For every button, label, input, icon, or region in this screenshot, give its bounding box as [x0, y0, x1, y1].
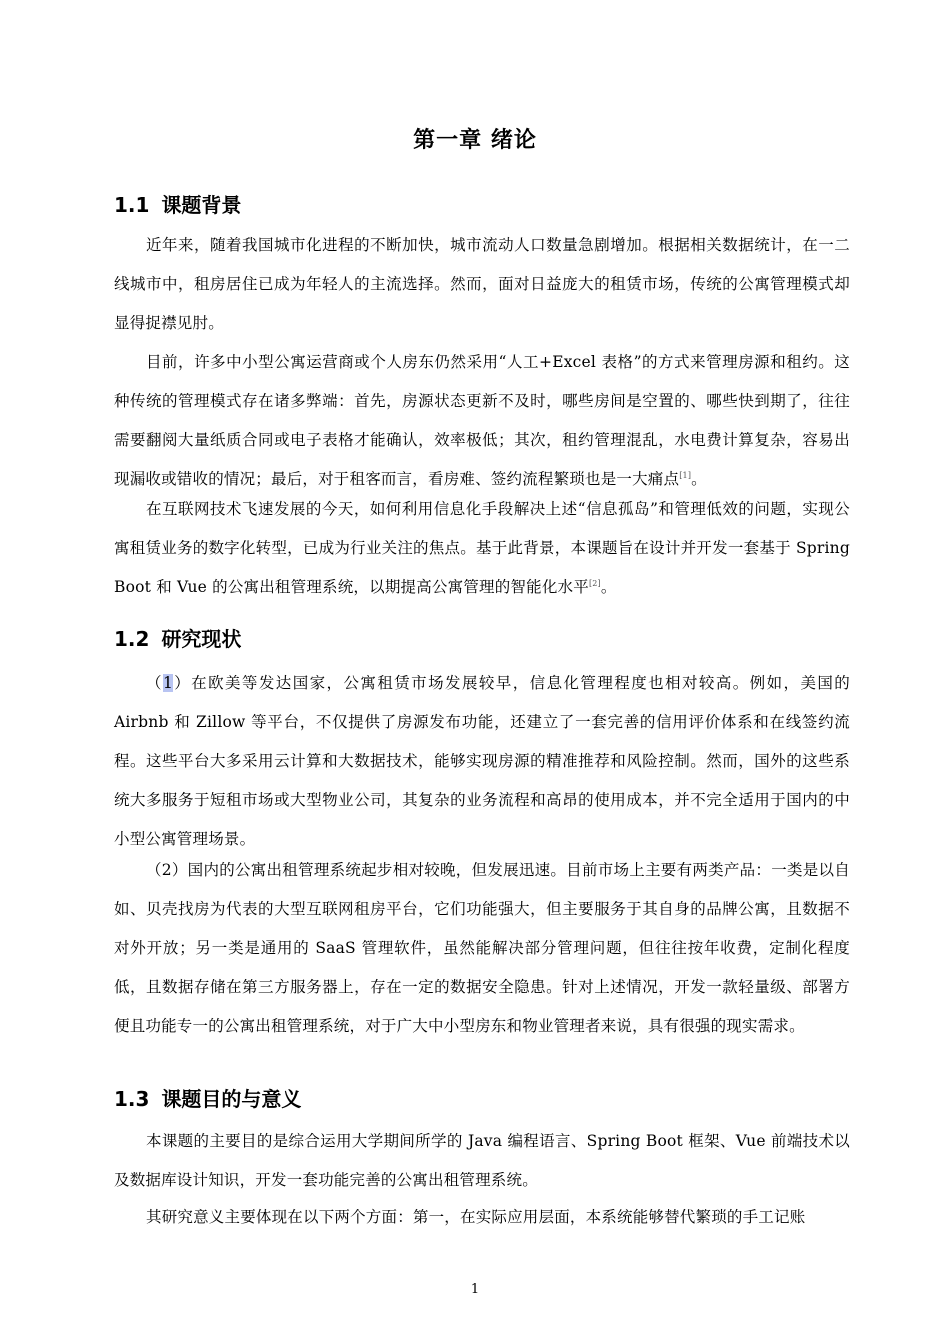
- paragraph-text: 本课题的主要目的是综合运用大学期间所学的 Java 编程语言、Spring Boot 框架、Vue 前端技术以及数据库设计知识，开发一套功能完善的公寓出租管理系统。: [114, 1132, 850, 1189]
- paragraph: [114, 851, 850, 1046]
- paragraph-text: （: [146, 674, 163, 692]
- paragraph-text: 其研究意义主要体现在以下两个方面：第一，在实际应用层面，本系统能够替代繁琐的手工记账: [146, 1208, 806, 1226]
- paragraph-tail: 。: [600, 578, 617, 596]
- section-title: 研究现状: [161, 627, 242, 651]
- paragraph-text: （2）国内的公寓出租管理系统起步相对较晚，但发展迅速。目前市场上主要有两类产品：一类是以自如、贝壳找房为代表的大型互联网租房平台，它们功能强大，但主要服务于其自身的品牌公寓，且数据不对外开放；另一类是通用的 SaaS 管理软件，虽然能解决部分管理问题，但往往按年收费，定制化程度低，且数据存储在第三方服务器上，存在一定的数据安全隐患。针对上述情况，开发一款轻量级、部署方便且功能专一的公寓出租管理系统，对于广大中小型房东和物业管理者来说，具有很强的现实需求。: [114, 861, 850, 1035]
- section-title: 课题目的与意义: [161, 1087, 302, 1111]
- text-cursor-highlight[interactable]: 1: [162, 674, 173, 692]
- paragraph-text: ）在欧美等发达国家，公寓租赁市场发展较早，信息化管理程度也相对较高。例如，美国的 Airbnb 和 Zillow 等平台，不仅提供了房源发布功能，还建立了一套完善的信用评价体系和在线签约流程。这些平台大多采用云计算和大数据技术，能够实现房源的精准推荐和风险控制。然而，国外的这些系统大多服务于短租市场或大型物业公司，其复杂的业务流程和高昂的使用成本，并不完全适用于国内的中小型公寓管理场景。: [114, 674, 850, 848]
- page-number: 1: [470, 1282, 480, 1297]
- section-number: 1.3: [114, 1087, 150, 1111]
- paragraph-text: 目前，许多中小型公寓运营商或个人房东仍然采用“人工+Excel 表格”的方式来管理房源和租约。这种传统的管理模式存在诸多弊端：首先，房源状态更新不及时，哪些房间是空置的、哪些快到期了，往往需要翻阅大量纸质合同或电子表格才能确认，效率极低；其次，租约管理混乱，水电费计算复杂，容易出现漏收或错收的情况；最后，对于租客而言，看房难、签约流程繁琐也是一大痛点: [114, 353, 850, 488]
- paragraph: [114, 490, 850, 607]
- paragraph-text: 近年来，随着我国城市化进程的不断加快，城市流动人口数量急剧增加。根据相关数据统计，在一二线城市中，租房居住已成为年轻人的主流选择。然而，面对日益庞大的租赁市场，传统的公寓管理模式却显得捉襟见肘。: [114, 236, 850, 332]
- section-title: 课题背景: [161, 193, 242, 217]
- paragraph: [114, 664, 850, 859]
- section-heading-1-3: [114, 1084, 301, 1114]
- citation: [1]: [679, 470, 692, 480]
- section-number: 1.1: [114, 193, 150, 217]
- paragraph: [114, 343, 850, 499]
- citation: [2]: [588, 578, 601, 588]
- chapter-title: 第一章 绪论: [413, 128, 537, 153]
- paragraph: [114, 1122, 850, 1200]
- section-heading-1-2: [114, 624, 241, 654]
- paragraph-text: 在互联网技术飞速发展的今天，如何利用信息化手段解决上述“信息孤岛”和管理低效的问题，实现公寓租赁业务的数字化转型，已成为行业关注的焦点。基于此背景，本课题旨在设计并开发一套基于 Spring Boot 和 Vue 的公寓出租管理系统，以期提高公寓管理的智能化水平: [114, 500, 850, 596]
- paragraph-tail: 。: [691, 470, 707, 488]
- section-heading-1-1: [114, 190, 241, 220]
- paragraph: [114, 226, 850, 343]
- paragraph: [114, 1198, 850, 1237]
- section-number: 1.2: [114, 627, 150, 651]
